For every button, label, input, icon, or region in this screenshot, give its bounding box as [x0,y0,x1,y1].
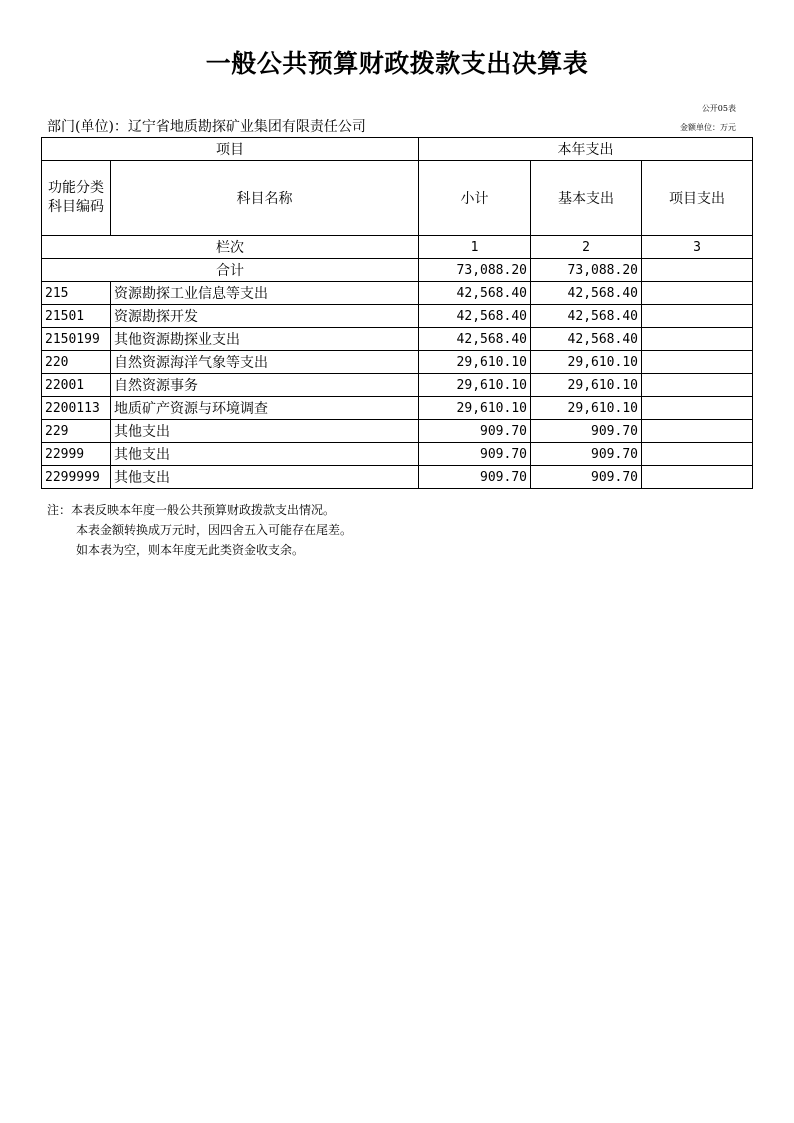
header-project-expense: 项目支出 [642,161,753,236]
row-name: 自然资源海洋气象等支出 [111,351,419,374]
row-basic: 29,610.10 [531,351,642,374]
table-row [42,328,753,351]
column-order-row [42,236,753,259]
header-func-code: 功能分类科目编码 [42,161,111,236]
header-subject-name: 科目名称 [111,161,419,236]
expenditure-table [41,137,753,489]
table-row [42,351,753,374]
header-basic-expense: 基本支出 [531,161,642,236]
row-project [642,351,753,374]
total-label: 合计 [42,259,419,282]
row-name: 资源勘探开发 [111,305,419,328]
row-project [642,328,753,351]
notes [47,500,352,560]
row-name: 其他支出 [111,420,419,443]
row-basic: 42,568.40 [531,282,642,305]
row-basic: 29,610.10 [531,397,642,420]
row-name: 其他资源勘探业支出 [111,328,419,351]
header-current-year-expense: 本年支出 [419,138,753,161]
row-subtotal: 42,568.40 [419,328,531,351]
header-subtotal: 小计 [419,161,531,236]
row-project [642,466,753,489]
row-code: 215 [42,282,111,305]
table-row [42,466,753,489]
row-basic: 29,610.10 [531,374,642,397]
row-subtotal: 29,610.10 [419,374,531,397]
row-basic: 909.70 [531,443,642,466]
table-row [42,374,753,397]
header-row-2 [42,161,753,236]
row-subtotal: 42,568.40 [419,282,531,305]
row-code: 229 [42,420,111,443]
row-project [642,305,753,328]
note-line: 注：本表反映本年度一般公共预算财政拨款支出情况。 [47,503,336,517]
row-name: 其他支出 [111,466,419,489]
row-project [642,374,753,397]
row-basic: 42,568.40 [531,305,642,328]
row-subtotal: 42,568.40 [419,305,531,328]
row-subtotal: 29,610.10 [419,351,531,374]
column-order-1: 1 [419,236,531,259]
header-project: 项目 [42,138,419,161]
row-code: 22001 [42,374,111,397]
row-code: 21501 [42,305,111,328]
row-basic: 42,568.40 [531,328,642,351]
note-line: 本表金额转换成万元时，因四舍五入可能存在尾差。 [76,523,353,537]
row-project [642,397,753,420]
row-basic: 909.70 [531,420,642,443]
table-row [42,420,753,443]
row-code: 22999 [42,443,111,466]
table-row [42,282,753,305]
page-title: 一般公共预算财政拨款支出决算表 [205,49,589,78]
header-row-1 [42,138,753,161]
total-project [642,259,753,282]
row-name: 资源勘探工业信息等支出 [111,282,419,305]
total-subtotal: 73,088.20 [419,259,531,282]
amount-unit-label: 金额单位：万元 [680,123,736,132]
row-name: 自然资源事务 [111,374,419,397]
row-project [642,420,753,443]
row-code: 220 [42,351,111,374]
table-row [42,397,753,420]
row-code: 2200113 [42,397,111,420]
row-project [642,443,753,466]
row-project [642,282,753,305]
department-label: 部门(单位)：辽宁省地质勘探矿业集团有限责任公司 [47,119,366,135]
form-number: 公开05表 [701,104,736,113]
row-code: 2150199 [42,328,111,351]
row-subtotal: 909.70 [419,466,531,489]
total-row [42,259,753,282]
column-order-label: 栏次 [42,236,419,259]
row-subtotal: 909.70 [419,420,531,443]
row-subtotal: 909.70 [419,443,531,466]
row-code: 2299999 [42,466,111,489]
row-subtotal: 29,610.10 [419,397,531,420]
total-basic: 73,088.20 [531,259,642,282]
row-name: 地质矿产资源与环境调查 [111,397,419,420]
row-name: 其他支出 [111,443,419,466]
note-line: 如本表为空，则本年度无此类资金收支余。 [76,543,305,557]
table-row [42,443,753,466]
column-order-3: 3 [642,236,753,259]
table-row [42,305,753,328]
table-body [42,138,753,489]
column-order-2: 2 [531,236,642,259]
row-basic: 909.70 [531,466,642,489]
